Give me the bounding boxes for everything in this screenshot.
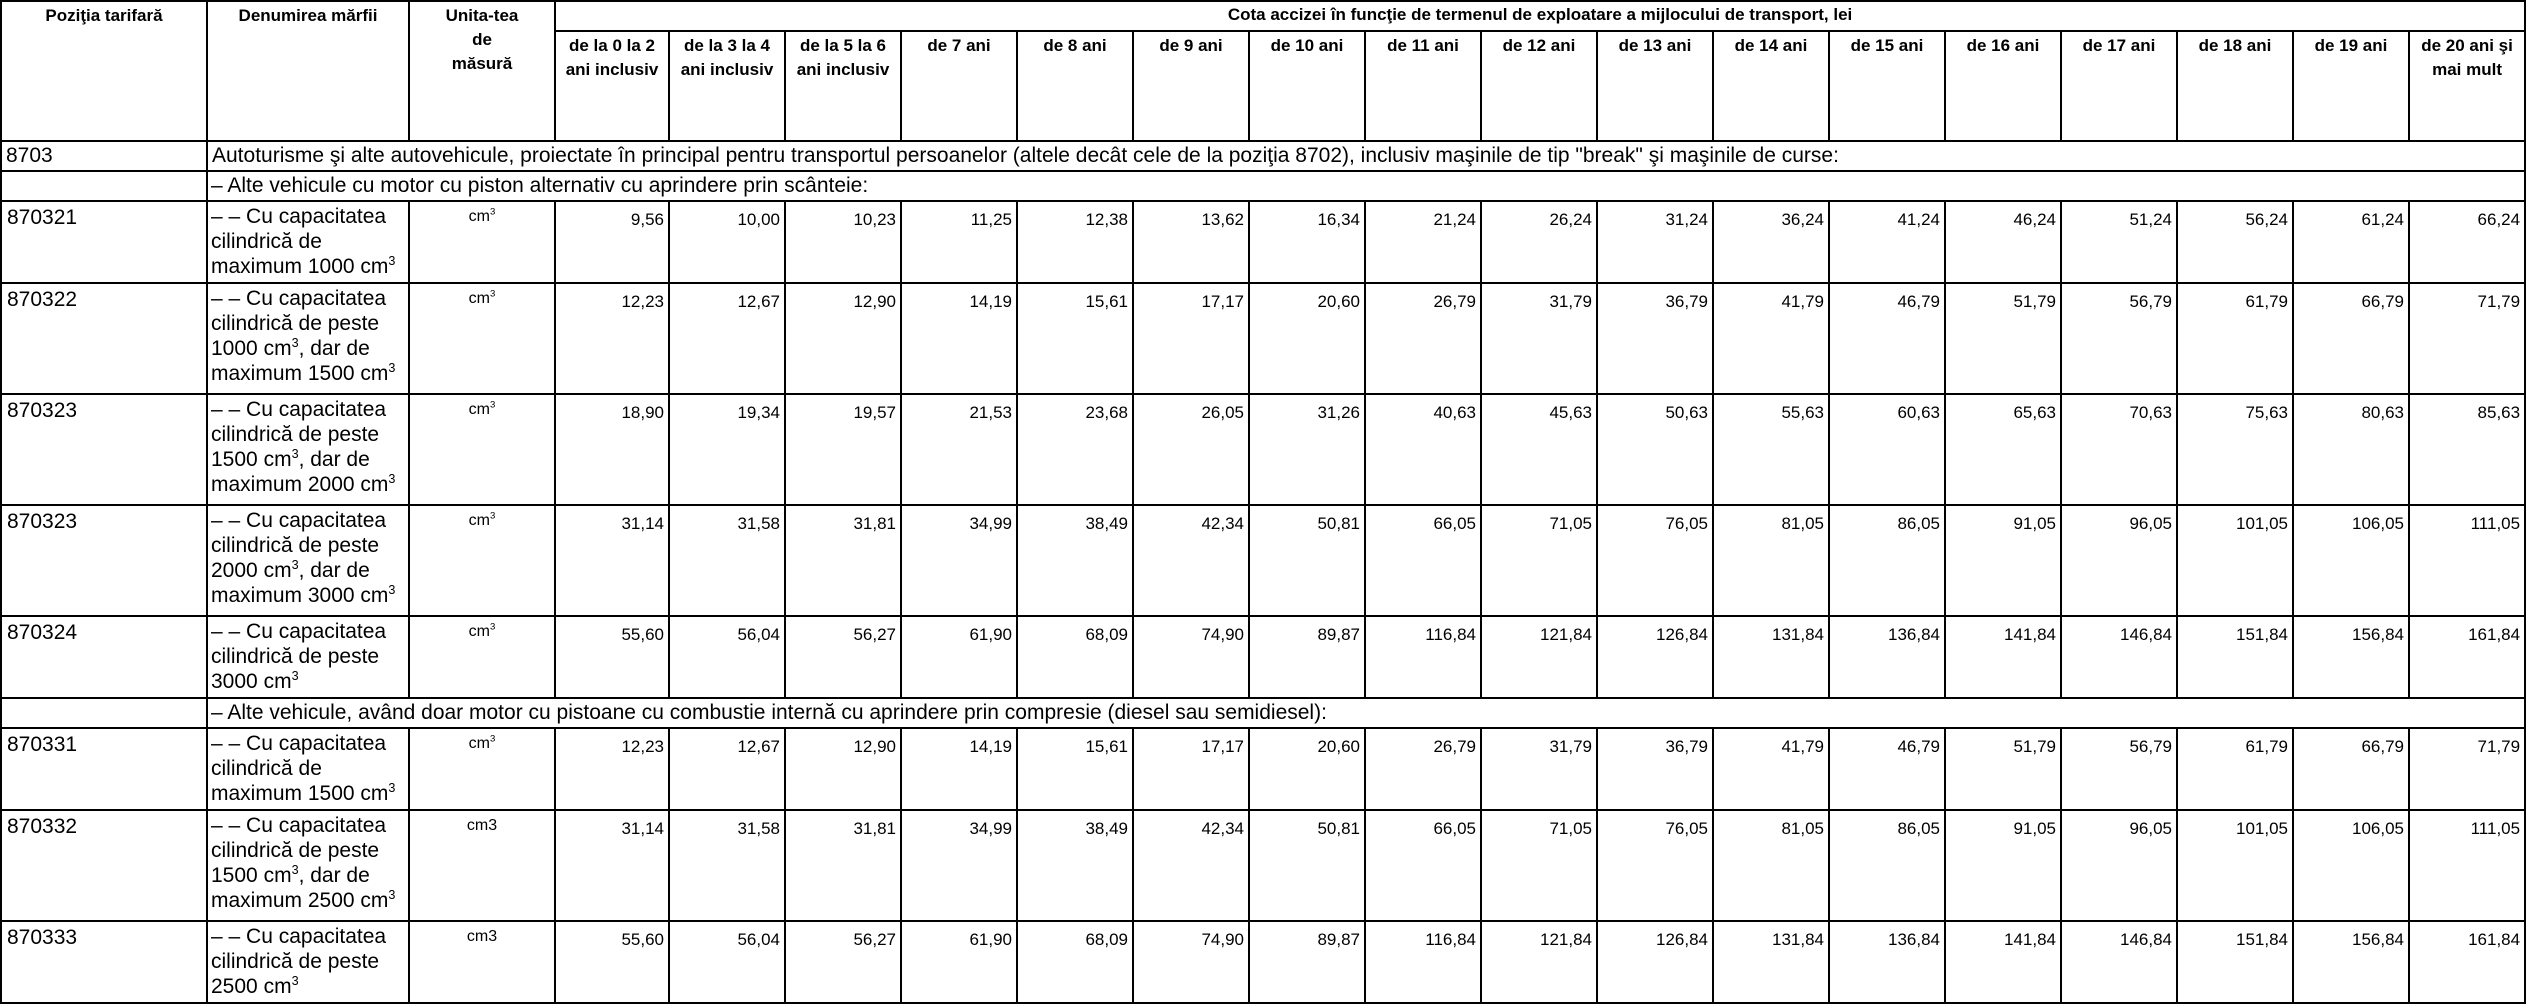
excise-value: 55,60 bbox=[555, 921, 669, 1003]
age-header: de 13 ani bbox=[1597, 31, 1713, 141]
age-header: de 12 ani bbox=[1481, 31, 1597, 141]
excise-value: 71,79 bbox=[2409, 283, 2525, 394]
goods-name-line: – – Cu capacitatea bbox=[211, 287, 387, 310]
excise-value: 19,57 bbox=[785, 394, 901, 505]
goods-name-line: 1000 $cm^3$, dar de bbox=[211, 336, 370, 360]
excise-value: 12,90 bbox=[785, 728, 901, 810]
excise-value: 10,23 bbox=[785, 201, 901, 283]
excise-value: 31,26 bbox=[1249, 394, 1365, 505]
excise-value: 41,79 bbox=[1713, 728, 1829, 810]
excise-value: 17,17 bbox=[1133, 728, 1249, 810]
subheading-text: – Alte vehicule, având doar motor cu pistoane cu combustie internă cu aprindere prin compresie (diesel sau semidiesel): bbox=[207, 698, 2525, 728]
excise-value: 136,84 bbox=[1829, 616, 1945, 698]
excise-value: 36,79 bbox=[1597, 283, 1713, 394]
excise-value: 151,84 bbox=[2177, 616, 2293, 698]
tariff-code: 870333 bbox=[1, 921, 207, 1003]
excise-value: 46,79 bbox=[1829, 728, 1945, 810]
excise-value: 151,84 bbox=[2177, 921, 2293, 1003]
excise-value: 56,27 bbox=[785, 616, 901, 698]
excise-value: 26,79 bbox=[1365, 728, 1481, 810]
excise-value: 116,84 bbox=[1365, 616, 1481, 698]
goods-name-line: 3000 $cm^3$ bbox=[211, 669, 299, 693]
excise-value: 61,79 bbox=[2177, 283, 2293, 394]
excise-value: 45,63 bbox=[1481, 394, 1597, 505]
goods-name-line: cilindrică de bbox=[211, 230, 322, 253]
excise-value: 17,17 bbox=[1133, 283, 1249, 394]
excise-value: 46,24 bbox=[1945, 201, 2061, 283]
excise-value: 15,61 bbox=[1017, 283, 1133, 394]
unit-header bbox=[409, 1, 555, 141]
excise-value: 51,79 bbox=[1945, 728, 2061, 810]
excise-value: 31,79 bbox=[1481, 283, 1597, 394]
goods-name bbox=[207, 921, 409, 1003]
excise-value: 31,58 bbox=[669, 505, 785, 616]
excise-value: 38,49 bbox=[1017, 810, 1133, 921]
age-header: de 9 ani bbox=[1133, 31, 1249, 141]
excise-value: 38,49 bbox=[1017, 505, 1133, 616]
age-header: de 17 ani bbox=[2061, 31, 2177, 141]
excise-value: 31,58 bbox=[669, 810, 785, 921]
excise-value: 126,84 bbox=[1597, 616, 1713, 698]
subheading-empty bbox=[1, 171, 207, 201]
excise-value: 41,24 bbox=[1829, 201, 1945, 283]
goods-name-line: cilindrică de peste bbox=[211, 839, 380, 862]
excise-value: 23,68 bbox=[1017, 394, 1133, 505]
excise-value: 68,09 bbox=[1017, 921, 1133, 1003]
excise-value: 40,63 bbox=[1365, 394, 1481, 505]
excise-value: 31,81 bbox=[785, 505, 901, 616]
excise-value: 91,05 bbox=[1945, 810, 2061, 921]
unit-cell: cm3 bbox=[409, 921, 555, 1003]
goods-name bbox=[207, 505, 409, 616]
tariff-code: 870332 bbox=[1, 810, 207, 921]
excise-value: 126,84 bbox=[1597, 921, 1713, 1003]
subheading-row bbox=[1, 698, 2528, 728]
table-row bbox=[1, 728, 2528, 810]
excise-value: 131,84 bbox=[1713, 921, 1829, 1003]
excise-value: 121,84 bbox=[1481, 921, 1597, 1003]
goods-name-line: – – Cu capacitatea bbox=[211, 205, 387, 228]
excise-value: 21,24 bbox=[1365, 201, 1481, 283]
table-row bbox=[1, 616, 2528, 698]
excise-value: 74,90 bbox=[1133, 921, 1249, 1003]
excise-value: 16,34 bbox=[1249, 201, 1365, 283]
excise-value: 20,60 bbox=[1249, 283, 1365, 394]
excise-value: 51,24 bbox=[2061, 201, 2177, 283]
excise-value: 61,90 bbox=[901, 921, 1017, 1003]
table-row bbox=[1, 810, 2528, 921]
excise-value: 15,61 bbox=[1017, 728, 1133, 810]
excise-value: 106,05 bbox=[2293, 505, 2409, 616]
excise-value: 55,63 bbox=[1713, 394, 1829, 505]
excise-value: 71,05 bbox=[1481, 810, 1597, 921]
unit-cell: $cm^3$ bbox=[409, 616, 555, 698]
excise-value: 91,05 bbox=[1945, 505, 2061, 616]
tariff-code: 870323 bbox=[1, 505, 207, 616]
goods-name-line: maximum 2000 $cm^3$ bbox=[211, 472, 396, 496]
excise-value: 136,84 bbox=[1829, 921, 1945, 1003]
heading-row bbox=[1, 141, 2528, 171]
excise-value: 56,04 bbox=[669, 616, 785, 698]
excise-value: 50,81 bbox=[1249, 505, 1365, 616]
excise-value: 141,84 bbox=[1945, 616, 2061, 698]
goods-name bbox=[207, 810, 409, 921]
unit-cell: $cm^3$ bbox=[409, 394, 555, 505]
excise-value: 34,99 bbox=[901, 810, 1017, 921]
excise-value: 31,14 bbox=[555, 810, 669, 921]
excise-value: 161,84 bbox=[2409, 616, 2525, 698]
goods-name-line: cilindrică de peste bbox=[211, 312, 380, 335]
table-row bbox=[1, 394, 2528, 505]
age-header: de 11 ani bbox=[1365, 31, 1481, 141]
unit-cell: $cm^3$ bbox=[409, 283, 555, 394]
position-header: Poziţia tarifară bbox=[1, 1, 207, 141]
age-header: de 10 ani bbox=[1249, 31, 1365, 141]
unit-cell: $cm^3$ bbox=[409, 728, 555, 810]
goods-name-line: 1500 $cm^3$, dar de bbox=[211, 863, 370, 887]
goods-name-line: cilindrică de bbox=[211, 757, 322, 780]
excise-value: 81,05 bbox=[1713, 505, 1829, 616]
excise-value: 50,81 bbox=[1249, 810, 1365, 921]
goods-name-line: maximum 1000 $cm^3$ bbox=[211, 254, 396, 278]
unit-header-label: Unita-tea de măsură bbox=[445, 6, 519, 73]
excise-value: 9,56 bbox=[555, 201, 669, 283]
excise-value: 61,79 bbox=[2177, 728, 2293, 810]
excise-value: 31,24 bbox=[1597, 201, 1713, 283]
excise-value: 56,79 bbox=[2061, 283, 2177, 394]
excise-value: 36,24 bbox=[1713, 201, 1829, 283]
excise-value: 61,90 bbox=[901, 616, 1017, 698]
goods-name bbox=[207, 201, 409, 283]
excise-value: 13,62 bbox=[1133, 201, 1249, 283]
excise-value: 26,79 bbox=[1365, 283, 1481, 394]
heading-text: Autoturisme şi alte autovehicule, proiectate în principal pentru transportul persoanelor (altele decât cele de la poziţia 8702), inclusiv maşinile de tip "break" şi maşinile de curse: bbox=[207, 141, 2525, 171]
unit-cell: $cm^3$ bbox=[409, 505, 555, 616]
excise-value: 131,84 bbox=[1713, 616, 1829, 698]
goods-name-line: – – Cu capacitatea bbox=[211, 732, 387, 755]
excise-value: 42,34 bbox=[1133, 810, 1249, 921]
excise-value: 31,14 bbox=[555, 505, 669, 616]
excise-value: 31,81 bbox=[785, 810, 901, 921]
excise-value: 146,84 bbox=[2061, 921, 2177, 1003]
excise-value: 156,84 bbox=[2293, 921, 2409, 1003]
excise-value: 12,90 bbox=[785, 283, 901, 394]
goods-name bbox=[207, 283, 409, 394]
excise-value: 18,90 bbox=[555, 394, 669, 505]
excise-value: 12,38 bbox=[1017, 201, 1133, 283]
excise-value: 71,05 bbox=[1481, 505, 1597, 616]
subheading-row bbox=[1, 171, 2528, 201]
excise-value: 161,84 bbox=[2409, 921, 2525, 1003]
goods-name-line: 2000 $cm^3$, dar de bbox=[211, 558, 370, 582]
goods-name-line: – – Cu capacitatea bbox=[211, 814, 387, 837]
age-header: de 16 ani bbox=[1945, 31, 2061, 141]
table-body bbox=[1, 141, 2528, 1003]
excise-value: 46,79 bbox=[1829, 283, 1945, 394]
tariff-code: 870323 bbox=[1, 394, 207, 505]
heading-code: 8703 bbox=[1, 141, 207, 171]
excise-value: 111,05 bbox=[2409, 505, 2525, 616]
excise-value: 85,63 bbox=[2409, 394, 2525, 505]
excise-value: 41,79 bbox=[1713, 283, 1829, 394]
age-header: de 8 ani bbox=[1017, 31, 1133, 141]
excise-value: 71,79 bbox=[2409, 728, 2525, 810]
table-row bbox=[1, 283, 2528, 394]
age-header: de la 0 la 2 ani inclusiv bbox=[555, 31, 669, 141]
excise-value: 12,67 bbox=[669, 283, 785, 394]
goods-name bbox=[207, 394, 409, 505]
excise-value: 36,79 bbox=[1597, 728, 1713, 810]
tariff-code: 870324 bbox=[1, 616, 207, 698]
goods-name bbox=[207, 616, 409, 698]
excise-value: 66,79 bbox=[2293, 728, 2409, 810]
excise-value: 19,34 bbox=[669, 394, 785, 505]
excise-value: 80,63 bbox=[2293, 394, 2409, 505]
subheading-text: – Alte vehicule cu motor cu piston alternativ cu aprindere prin scânteie: bbox=[207, 171, 2525, 201]
goods-name-line: – – Cu capacitatea bbox=[211, 620, 387, 643]
excise-value: 66,05 bbox=[1365, 810, 1481, 921]
excise-value: 96,05 bbox=[2061, 810, 2177, 921]
goods-name-line: – – Cu capacitatea bbox=[211, 925, 387, 948]
excise-value: 56,24 bbox=[2177, 201, 2293, 283]
age-header: de 15 ani bbox=[1829, 31, 1945, 141]
subheading-empty bbox=[1, 698, 207, 728]
excise-value: 86,05 bbox=[1829, 505, 1945, 616]
excise-value: 156,84 bbox=[2293, 616, 2409, 698]
excise-value: 34,99 bbox=[901, 505, 1017, 616]
excise-value: 96,05 bbox=[2061, 505, 2177, 616]
tariff-code: 870321 bbox=[1, 201, 207, 283]
age-header: de 19 ani bbox=[2293, 31, 2409, 141]
excise-value: 26,05 bbox=[1133, 394, 1249, 505]
unit-cell: $cm^3$ bbox=[409, 201, 555, 283]
goods-name-header: Denumirea mărfii bbox=[207, 1, 409, 141]
goods-name-line: 2500 $cm^3$ bbox=[211, 974, 299, 998]
excise-value: 76,05 bbox=[1597, 810, 1713, 921]
excise-value: 68,09 bbox=[1017, 616, 1133, 698]
age-header: de 18 ani bbox=[2177, 31, 2293, 141]
excise-value: 146,84 bbox=[2061, 616, 2177, 698]
excise-value: 86,05 bbox=[1829, 810, 1945, 921]
excise-value: 106,05 bbox=[2293, 810, 2409, 921]
excise-value: 75,63 bbox=[2177, 394, 2293, 505]
age-header: de 14 ani bbox=[1713, 31, 1829, 141]
excise-value: 12,23 bbox=[555, 283, 669, 394]
table-row bbox=[1, 201, 2528, 283]
excise-value: 101,05 bbox=[2177, 505, 2293, 616]
excise-value: 20,60 bbox=[1249, 728, 1365, 810]
goods-name-line: maximum 1500 $cm^3$ bbox=[211, 781, 396, 805]
excise-value: 10,00 bbox=[669, 201, 785, 283]
goods-name-line: – – Cu capacitatea bbox=[211, 509, 387, 532]
excise-value: 89,87 bbox=[1249, 616, 1365, 698]
excise-value: 89,87 bbox=[1249, 921, 1365, 1003]
table-header bbox=[1, 1, 2528, 141]
excise-value: 50,63 bbox=[1597, 394, 1713, 505]
excise-group-header: Cota accizei în funcţie de termenul de exploatare a mijlocului de transport, lei bbox=[555, 1, 2525, 31]
excise-value: 65,63 bbox=[1945, 394, 2061, 505]
excise-value: 56,79 bbox=[2061, 728, 2177, 810]
excise-value: 56,27 bbox=[785, 921, 901, 1003]
goods-name-line: 1500 $cm^3$, dar de bbox=[211, 447, 370, 471]
excise-value: 81,05 bbox=[1713, 810, 1829, 921]
excise-value: 66,05 bbox=[1365, 505, 1481, 616]
unit-cell: cm3 bbox=[409, 810, 555, 921]
excise-value: 14,19 bbox=[901, 728, 1017, 810]
goods-name bbox=[207, 728, 409, 810]
goods-name-line: cilindrică de peste bbox=[211, 950, 380, 973]
excise-value: 55,60 bbox=[555, 616, 669, 698]
goods-name-line: cilindrică de peste bbox=[211, 423, 380, 446]
goods-name-line: maximum 3000 $cm^3$ bbox=[211, 583, 396, 607]
excise-value: 121,84 bbox=[1481, 616, 1597, 698]
excise-value: 11,25 bbox=[901, 201, 1017, 283]
excise-value: 12,67 bbox=[669, 728, 785, 810]
excise-value: 26,24 bbox=[1481, 201, 1597, 283]
table-row bbox=[1, 921, 2528, 1003]
excise-value: 21,53 bbox=[901, 394, 1017, 505]
excise-value: 66,79 bbox=[2293, 283, 2409, 394]
excise-value: 101,05 bbox=[2177, 810, 2293, 921]
goods-name-line: – – Cu capacitatea bbox=[211, 398, 387, 421]
excise-value: 141,84 bbox=[1945, 921, 2061, 1003]
table-row bbox=[1, 505, 2528, 616]
excise-value: 14,19 bbox=[901, 283, 1017, 394]
age-header: de la 5 la 6 ani inclusiv bbox=[785, 31, 901, 141]
excise-value: 111,05 bbox=[2409, 810, 2525, 921]
age-header: de 20 ani şi mai mult bbox=[2409, 31, 2525, 141]
excise-value: 60,63 bbox=[1829, 394, 1945, 505]
tariff-code: 870322 bbox=[1, 283, 207, 394]
excise-value: 12,23 bbox=[555, 728, 669, 810]
goods-name-line: maximum 2500 $cm^3$ bbox=[211, 888, 396, 912]
excise-value: 74,90 bbox=[1133, 616, 1249, 698]
goods-name-line: maximum 1500 $cm^3$ bbox=[211, 361, 396, 385]
excise-value: 51,79 bbox=[1945, 283, 2061, 394]
excise-value: 76,05 bbox=[1597, 505, 1713, 616]
age-header: de 7 ani bbox=[901, 31, 1017, 141]
excise-value: 116,84 bbox=[1365, 921, 1481, 1003]
tariff-code: 870331 bbox=[1, 728, 207, 810]
excise-value: 61,24 bbox=[2293, 201, 2409, 283]
goods-name-line: cilindrică de peste bbox=[211, 645, 380, 668]
age-header: de la 3 la 4 ani inclusiv bbox=[669, 31, 785, 141]
excise-value: 66,24 bbox=[2409, 201, 2525, 283]
excise-value: 31,79 bbox=[1481, 728, 1597, 810]
excise-value: 70,63 bbox=[2061, 394, 2177, 505]
excise-value: 56,04 bbox=[669, 921, 785, 1003]
goods-name-line: cilindrică de peste bbox=[211, 534, 380, 557]
excise-value: 42,34 bbox=[1133, 505, 1249, 616]
